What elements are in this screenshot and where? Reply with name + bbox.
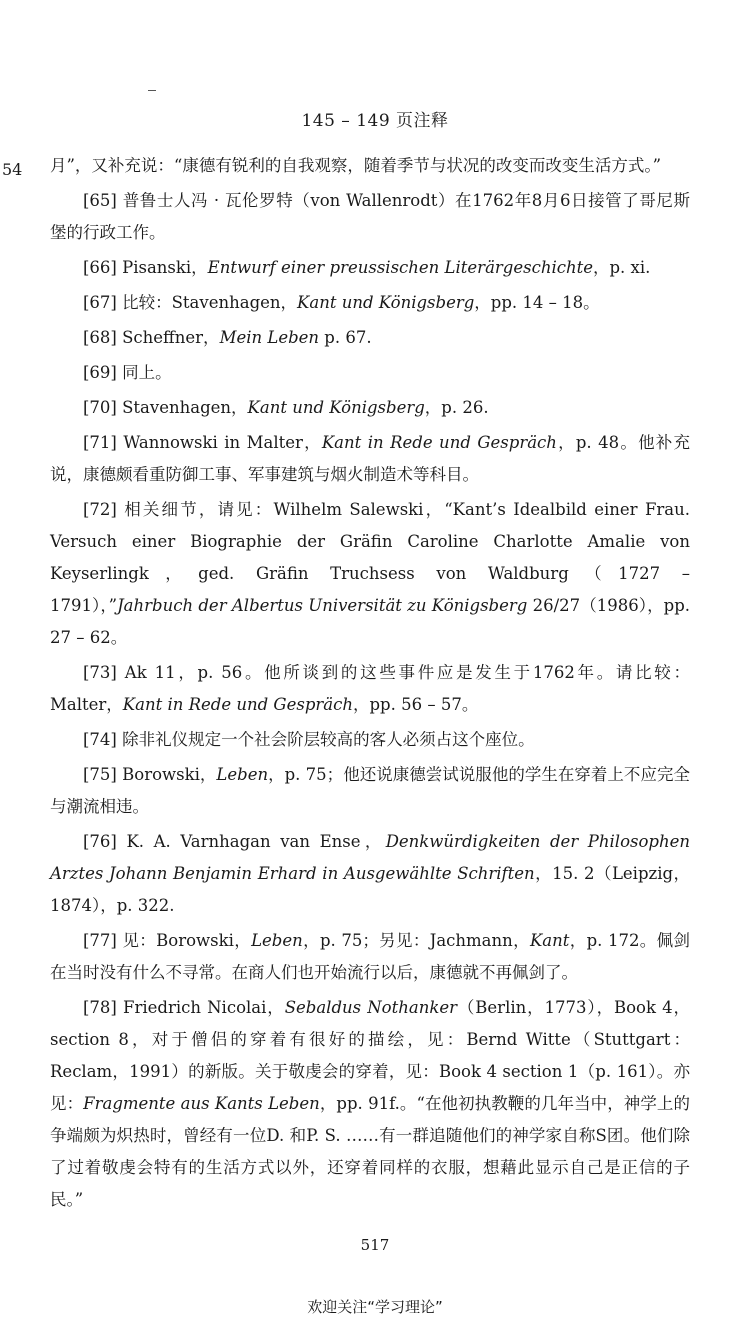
note-text: [66] Pisanski， [83, 258, 208, 277]
note-73 [50, 657, 690, 721]
note-text: ，p. 75；他还说康德尝试说服他的学生在穿着上不应完全与潮流相违。 [50, 765, 690, 816]
note-text: [75] Borowski， [83, 765, 217, 784]
note-text: ，pp. 91f.。“在他初执教鞭的几年当中，神学上的争端颇为炽热时，曾经有一位D. 和P. S. ……有一群追随他们的神学家自称S团。他们除了过着敬虔会特有的生活方式以外，还穿着同样的衣服，想藉此显示自己是正信的子民。” [50, 1094, 690, 1209]
note-text: ，p. 26. [424, 398, 489, 417]
book-title: Leben [251, 931, 303, 950]
note-77 [50, 925, 690, 989]
book-title: Leben [216, 765, 269, 784]
book-title: Kant und Königsberg [297, 293, 475, 312]
note-text: [77] 见：Borowski， [83, 931, 252, 950]
note-text: ，pp. 14 – 18。 [474, 293, 600, 312]
journal-title: Jahrbuch der Albertus Universität zu Königsberg [117, 596, 528, 615]
note-75 [50, 759, 690, 823]
note-text: ，p. 75；另见：Jachmann， [302, 931, 530, 950]
note-76 [50, 826, 690, 922]
note-text: p. 67. [319, 328, 372, 347]
book-title: Sebaldus Nothanker [284, 998, 457, 1017]
note-68 [50, 322, 690, 354]
note-text: ，p. 172。佩剑在当时没有什么不寻常。在商人们也开始流行以后，康德就不再佩剑了。 [50, 931, 690, 982]
page-number: 517 [360, 1236, 390, 1254]
note-72 [50, 494, 690, 654]
note-text: ，15. 2（Leipzig，1874），p. 322. [50, 864, 690, 915]
note-66 [50, 252, 690, 284]
note-text: 26/27（1986），pp. 27 – 62。 [50, 596, 690, 647]
note-text: ，p. xi. [593, 258, 651, 277]
book-title: Denkwürdigkeiten der Philosophen Arztes Johann Benjamin Erhard in Ausgewählte Schriften [50, 832, 691, 883]
book-title: Kant [529, 931, 570, 950]
notes-body [50, 150, 690, 1219]
note-text: [68] Scheffner， [83, 328, 220, 347]
footer-watermark-text: 欢迎关注“学习理论” [307, 1298, 443, 1316]
note-text: ，p. 48。他补充说，康德颇看重防御工事、军事建筑与烟火制造术等科目。 [50, 433, 691, 484]
note-65: [65] 普鲁士人冯 · 瓦伦罗特（von Wallenrodt）在1762年8月6日接管了哥尼斯堡的行政工作。 [50, 191, 690, 242]
note-text: [73] Ak 11，p. 56。他所谈到的这些事件应是发生于1762年。请比较：Malter， [50, 663, 690, 714]
note-74: [74] 除非礼仪规定一个社会阶层较高的客人必须占这个座位。 [83, 730, 535, 749]
book-title: Mein Leben [219, 328, 320, 347]
note-text: [70] Stavenhagen， [83, 398, 248, 417]
note-67 [50, 287, 690, 319]
note-text: [72] 相关细节，请见：Wilhelm Salewski，“Kant’s Idealbild einer Frau. Versuch einer Biographie der Gräfin Caroline Charlotte Amalie von Keyserlingk，ged. Gräfin Truchsess von Waldburg（1727 – 1791），” [50, 500, 690, 615]
note-71 [50, 427, 690, 491]
book-title: Kant in Rede und Gespräch [122, 695, 353, 714]
book-title: Kant in Rede und Gespräch [321, 433, 557, 452]
note-text: [67] 比较：Stavenhagen， [83, 293, 298, 312]
note-text: [71] Wannowski in Malter， [83, 433, 322, 452]
note-text: [78] Friedrich Nicolai， [83, 998, 285, 1017]
book-title: Kant und Königsberg [247, 398, 425, 417]
note-text: ，pp. 56 – 57。 [353, 695, 479, 714]
scan-mark [148, 90, 156, 91]
note-text: [76] K. A. Varnhagan van Ense， [83, 832, 386, 851]
note-69: [69] 同上。 [83, 363, 172, 382]
margin-page-number: 54 [2, 160, 23, 179]
book-title: Entwurf einer preussischen Literärgeschichte [207, 258, 593, 277]
note-70 [50, 392, 690, 424]
note-continuation: 月”，又补充说：“康德有锐利的自我观察，随着季节与状况的改变而改变生活方式。” [50, 156, 662, 175]
note-78 [50, 992, 690, 1216]
book-title: Fragmente aus Kants Leben [83, 1094, 320, 1113]
page-title: 145 – 149 页注释 [301, 111, 449, 131]
note-text: （Berlin，1773），Book 4，section 8，对于僧侣的穿着有很好的描绘，见：Bernd Witte（Stuttgart：Reclam，1991）的新版。关于敬虔会的穿着，见：Book 4 section 1（p. 161）。亦见： [50, 998, 690, 1113]
